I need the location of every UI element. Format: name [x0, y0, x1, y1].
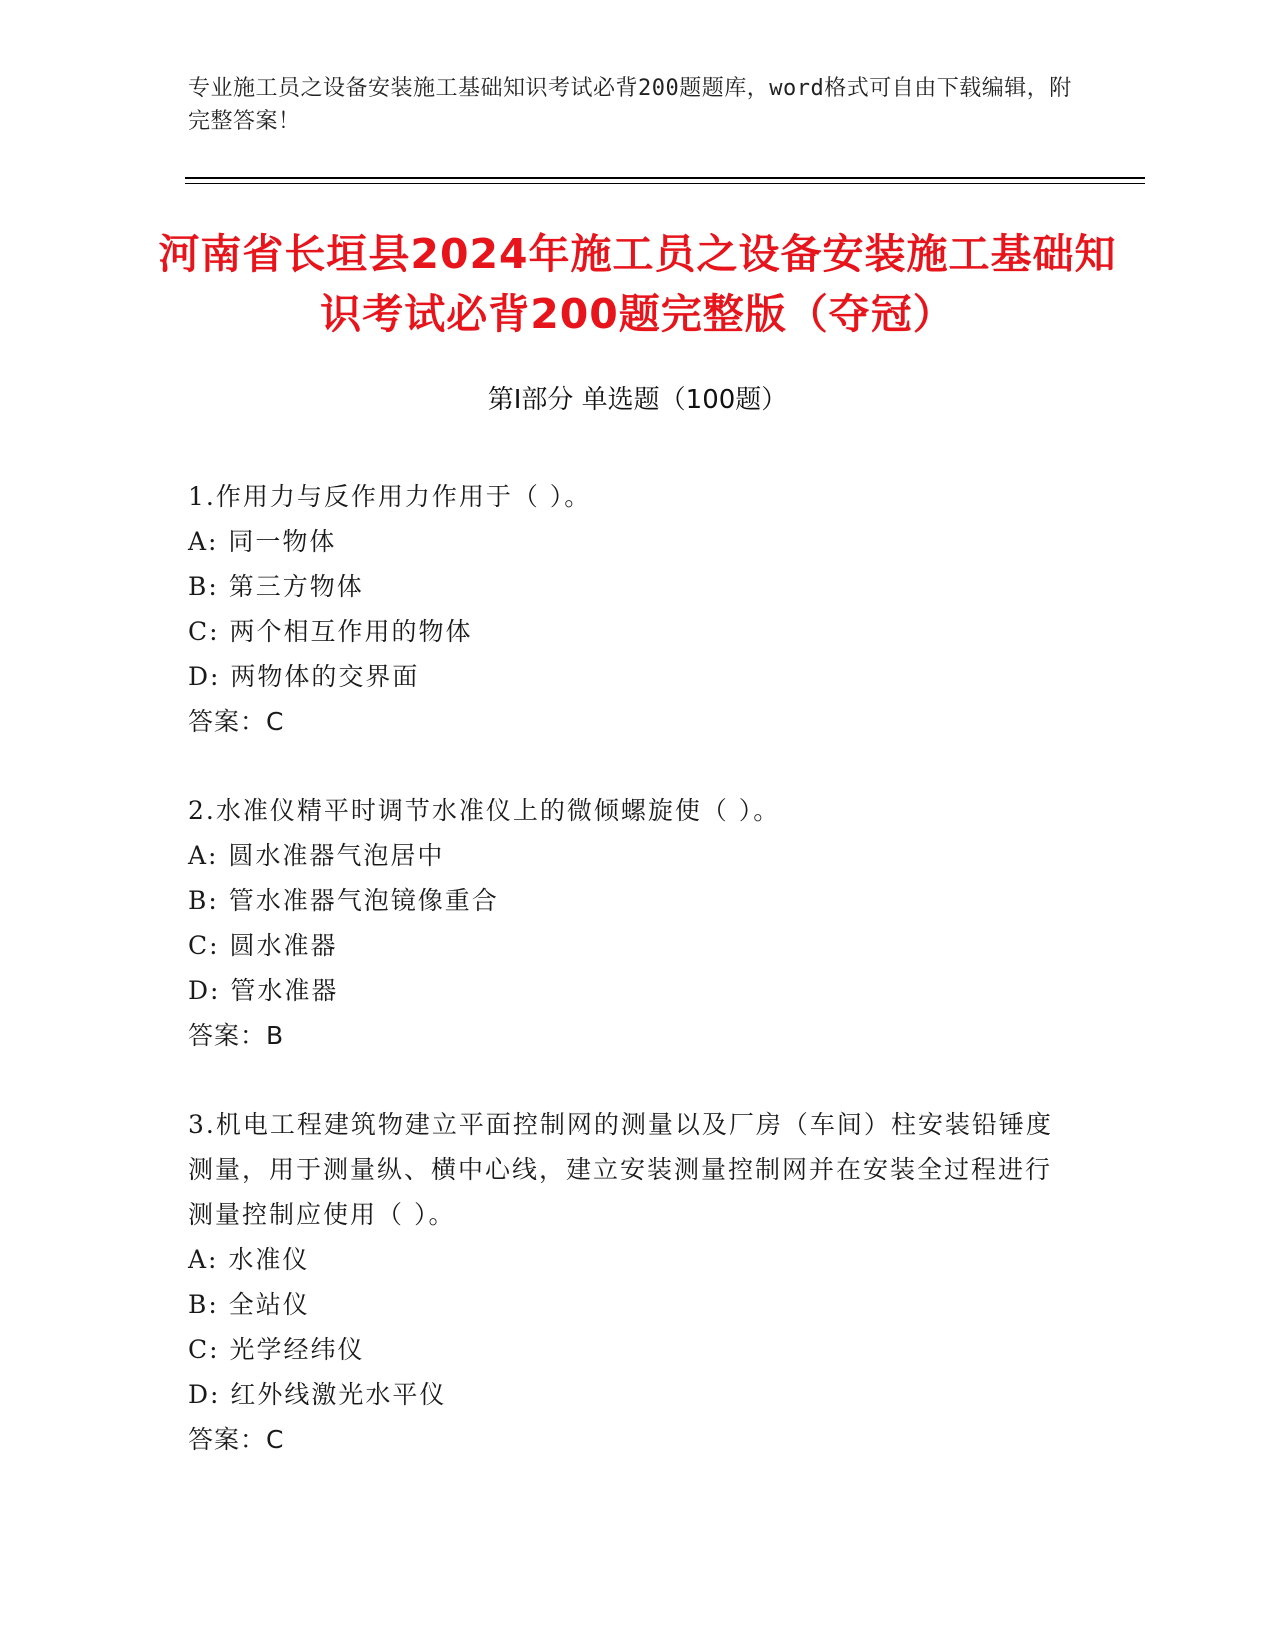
question-stem: 2.水准仪精平时调节水准仪上的微倾螺旋使（ ）。 — [188, 796, 781, 825]
question-stem: 3.机电工程建筑物建立平面控制网的测量以及厂房（车间）柱安装铅锤度测量，用于测量纵、横中心线，建立安装测量控制网并在安装全过程进行测量控制应使用（ ）。 — [188, 1110, 1053, 1229]
question-1 — [188, 474, 1068, 744]
option-b: B: 第三方物体 — [188, 572, 364, 601]
option-b: B: 管水准器气泡镜像重合 — [188, 886, 499, 915]
document-title: 河南省长垣县2024年施工员之设备安装施工基础知识考试必背200题完整版（夺冠） — [158, 230, 1117, 338]
answer: 答案：C — [188, 1425, 285, 1454]
question-2 — [188, 788, 1068, 1058]
option-a: A: 水准仪 — [188, 1245, 310, 1274]
option-d: D: 红外线激光水平仪 — [188, 1380, 447, 1409]
question-list — [188, 474, 1068, 1506]
option-c: C: 两个相互作用的物体 — [188, 617, 473, 646]
question-3 — [188, 1102, 1068, 1462]
option-d: D: 两物体的交界面 — [188, 662, 420, 691]
answer: 答案：C — [188, 707, 285, 736]
option-a: A: 同一物体 — [188, 527, 337, 556]
option-c: C: 光学经纬仪 — [188, 1335, 365, 1364]
answer: 答案：B — [188, 1021, 285, 1050]
section-heading: 第Ⅰ部分 单选题（100题） — [487, 385, 788, 415]
option-c: C: 圆水准器 — [188, 931, 338, 960]
header-note: 专业施工员之设备安装施工基础知识考试必背200题题库，word格式可自由下载编辑，附完整答案！ — [188, 76, 1072, 134]
header-rule-thick — [185, 177, 1145, 179]
option-d: D: 管水准器 — [188, 976, 339, 1005]
header-rule-thin — [185, 183, 1145, 184]
option-b: B: 全站仪 — [188, 1290, 310, 1319]
option-a: A: 圆水准器气泡居中 — [188, 841, 445, 870]
question-stem: 1.作用力与反作用力作用于（ ）。 — [188, 482, 592, 511]
